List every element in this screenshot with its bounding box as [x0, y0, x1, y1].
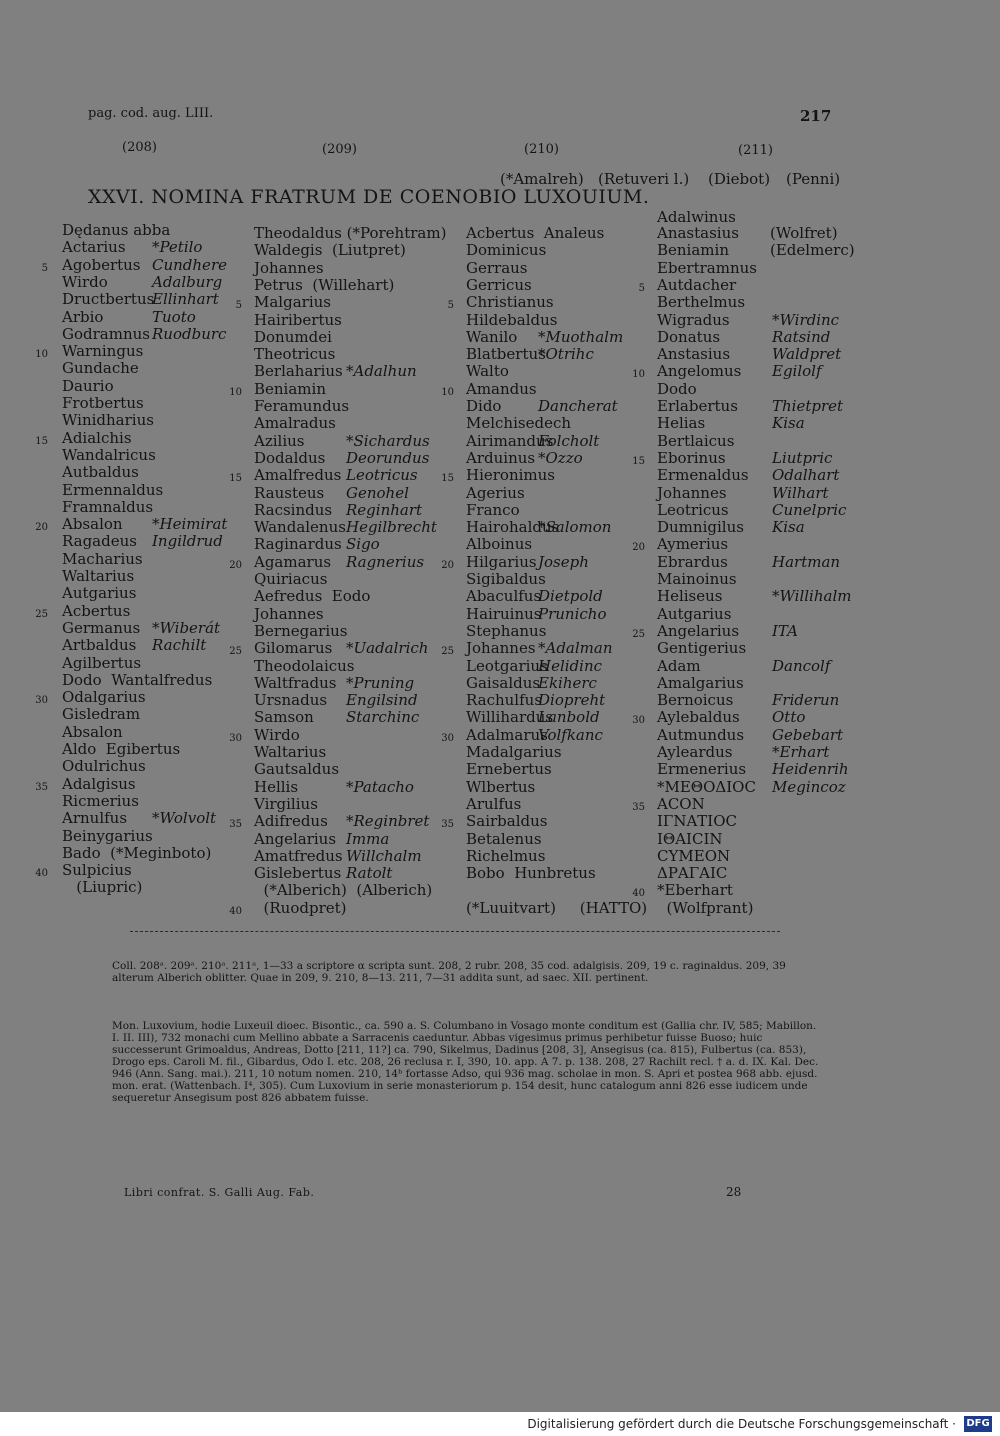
monk-name: Winidharius	[62, 411, 154, 430]
monk-name: Ebrardus	[657, 552, 728, 571]
added-name: Dietpold	[538, 587, 603, 606]
monk-name: (Liupric)	[62, 878, 143, 897]
monk-name: Anastasius	[657, 224, 739, 242]
monk-name: Adialchis	[62, 428, 132, 447]
page-number: 217	[800, 107, 832, 125]
line-number: 35	[35, 781, 48, 793]
monk-name: Walto	[466, 362, 509, 381]
added-name: *Patacho	[346, 777, 414, 796]
monk-name: Arbio	[62, 307, 104, 326]
col4-first-entry: Adalwinus	[657, 208, 736, 226]
line-number: 25	[632, 628, 645, 640]
monk-name: ΙΓΝΑΤΙΟC	[657, 812, 737, 831]
monk-name: Sulpicius	[62, 861, 132, 880]
monk-name: Azilius	[254, 431, 305, 450]
added-name: Friderun	[772, 691, 840, 710]
monk-name: Wanilo	[466, 327, 518, 346]
monk-name: Blatbertus	[466, 345, 546, 364]
monk-name: Mainoinus	[657, 570, 737, 588]
added-name: Dancherat	[538, 397, 618, 415]
monk-name: Sigibaldus	[466, 570, 546, 588]
monk-name: Berthelmus	[657, 293, 746, 312]
monk-name: Angelarius	[254, 829, 337, 848]
added-name: *Petilo	[152, 238, 203, 257]
added-name: Helidinc	[538, 656, 603, 675]
monk-name: Absalon	[62, 515, 123, 534]
monk-name: Hairibertus	[254, 310, 342, 329]
added-name: Willchalm	[346, 846, 422, 865]
monk-name: Quiriacus	[254, 570, 328, 588]
monk-name: ΙΘΑΙCΙΝ	[657, 829, 723, 848]
added-name: *Pruning	[346, 673, 415, 692]
monk-name: Waltarius	[254, 743, 327, 761]
monk-name: Beinygarius	[62, 826, 153, 845]
line-number: 40	[229, 905, 242, 917]
monk-name: Dructbertus	[62, 290, 155, 309]
monk-name: Wirdo	[62, 272, 108, 291]
added-name: Ingildrud	[152, 532, 223, 551]
monk-name: Gerraus	[466, 258, 528, 277]
monk-name: Alboinus	[466, 535, 533, 554]
monk-name: Actarius	[62, 238, 126, 257]
added-name: Odalhart	[772, 466, 840, 485]
added-name: Ellinhart	[152, 290, 219, 309]
monk-name: Ernebertus	[466, 760, 552, 779]
monk-name: Arduinus	[466, 448, 536, 467]
monk-name: Theodaldus (*Porehtram)	[254, 224, 447, 242]
monk-name: Autgarius	[62, 584, 137, 603]
monk-name: Donatus	[657, 327, 721, 346]
line-number: 15	[229, 473, 242, 485]
added-name: Kisa	[772, 518, 805, 537]
monk-name: Stephanus	[466, 621, 547, 640]
monk-name: ΑCON	[657, 794, 705, 813]
monk-name: Leotgarius	[466, 656, 548, 675]
added-name: Dancolf	[772, 656, 831, 675]
monk-name: Ragadeus	[62, 532, 137, 551]
monk-name: Berlaharius	[254, 362, 343, 381]
monk-name: Agerius	[466, 483, 525, 502]
monk-name: Ebertramnus	[657, 258, 757, 277]
monk-name: Dido	[466, 397, 502, 415]
monk-name: Aefredus Eodo	[254, 587, 371, 606]
monk-name: Bobo Hunbretus	[466, 864, 596, 883]
added-name: Wilhart	[772, 483, 829, 502]
monk-name: Malgarius	[254, 293, 331, 312]
monk-name: Aylebaldus	[657, 708, 740, 727]
monk-name: Adalgisus	[62, 774, 136, 793]
added-name: *Erhart	[772, 743, 830, 761]
monk-name: Wirdo	[254, 725, 300, 744]
line-number: 35	[632, 801, 645, 813]
monk-name: *Eberhart	[657, 881, 733, 900]
monk-name: Framnaldus	[62, 497, 154, 516]
added-name: Sigo	[346, 535, 380, 554]
monk-name: Dumnigilus	[657, 518, 744, 537]
monk-name: Gundache	[62, 359, 139, 378]
monk-name: Dominicus	[466, 241, 547, 260]
dfg-banner	[0, 1412, 1000, 1436]
top-line-1: (*Amalreh)	[500, 170, 584, 188]
monk-name: Ermenaldus	[657, 466, 749, 485]
monk-name: Daurio	[62, 376, 114, 395]
added-name: Folcholt	[538, 431, 600, 450]
monk-name: Wlbertus	[466, 777, 536, 796]
monk-name: Warningus	[62, 342, 144, 361]
added-name: Rachilt	[152, 636, 207, 655]
monk-name: Hellis	[254, 777, 299, 796]
monk-name: Rausteus	[254, 483, 325, 502]
added-name: ITA	[772, 621, 798, 640]
monk-name: CΥΜΕΟΝ	[657, 846, 731, 865]
line-number: 30	[35, 695, 48, 707]
line-number: 25	[441, 646, 454, 658]
monk-name: Dędanus abba	[62, 221, 171, 239]
line-number: 40	[632, 888, 645, 900]
monk-name: ΔΡΑΓΑΙC	[657, 864, 728, 883]
monk-name: (*Alberich) (Alberich)	[254, 881, 433, 900]
monk-name: Johannes	[466, 639, 536, 658]
line-number: 40	[35, 868, 48, 880]
monk-name: Anstasius	[657, 345, 731, 364]
monk-name: Johannes	[657, 483, 727, 502]
added-name: *Wirdinc	[772, 310, 840, 329]
apparatus-notes: Coll. 208ᵃ. 209ᵃ. 210ᵃ. 211ᵃ, 1—33 a scriptore α scripta sunt. 208, 2 rubr. 208, 35 cod. adalgisis. 209, 19 c. raginaldus. 209, 39 alterum Alberich oblitter. Quae in 209, 9. 210, 8—13. 211, 7—31 addita sunt, ad saec. XII. pertinent.	[112, 960, 786, 984]
added-name: Hegilbrecht	[346, 518, 437, 537]
line-number: 15	[632, 455, 645, 467]
marginal-name: (Edelmerc)	[770, 241, 855, 260]
monk-name: Agobertus	[62, 255, 141, 274]
line-number: 35	[441, 819, 454, 831]
line-number: 10	[441, 386, 454, 398]
added-name: Deorundus	[346, 448, 430, 467]
added-name: *Reginbret	[346, 812, 430, 831]
monk-name: Helias	[657, 414, 706, 433]
monk-name: Aymerius	[657, 535, 729, 554]
added-name: Egilolf	[772, 362, 822, 381]
monk-name: Arulfus	[466, 794, 522, 813]
monk-name: Frotbertus	[62, 394, 144, 412]
monk-name: (Wolfprant)	[657, 898, 754, 917]
added-name: Thietpret	[772, 397, 844, 415]
marginal-name: (Wolfret)	[770, 224, 838, 242]
monk-name: Gautsaldus	[254, 760, 340, 779]
column-number-209: (209)	[322, 142, 357, 157]
monk-name: Erlabertus	[657, 397, 738, 415]
monk-name: Ermennaldus	[62, 480, 164, 499]
monk-name: Madalgarius	[466, 743, 562, 761]
line-number: 35	[229, 819, 242, 831]
monk-name: Ermenerius	[657, 760, 747, 779]
column-number-208: (208)	[122, 140, 157, 155]
divider-rule	[130, 931, 780, 932]
monk-name: Johannes	[254, 604, 324, 623]
line-number: 5	[41, 262, 48, 274]
monk-name: Adalmarus	[466, 725, 548, 744]
monk-name: Willihardus	[466, 708, 554, 727]
footer-sheet-number: 28	[726, 1185, 742, 1199]
monk-name: Racsindus	[254, 500, 333, 519]
commentary-notes: Mon. Luxovium, hodie Luxeuil dioec. Bisontic., ca. 590 a. S. Columbano in Vosago monte conditum est (Gallia chr. IV, 585; Mabillon. I. II. III), 732 monachi cum Mellino abbate a Sarracenis caeduntur. Abbas vigesimus primus perhibetur fuisse Buoso; huic successerunt Grimoaldus, Andreas, Dotto [211, 11?] ca. 790, Sikelmus, Dadinus [208, 3], Ansegisus (ca. 815), Fulbertus (ca. 853), Drogo eps. Caroli M. fil., Gibardus, Odo I. etc. 208, 26 reclusa r. I, 390, 10. app. A 7. p. 138. 208, 27 Rachilt recl. † a. d. IX. Kal. Dec. 946 (Ann. Sang. mai.). 211, 10 notum nomen. 210, 14ᵇ fortasse Adso, qui 936 mag. scholae in mon. S. Apri et postea 968 abb. ejusd. mon. erat. (Wattenbach. I⁴, 305). Cum Luxovium in serie monasteriorum p. 154 desit, hunc catalogum anni 826 esse iudicem unde sequeretur Ansegisum post 826 abbatem fuisse.	[112, 1020, 819, 1104]
monk-name: Bado (*Meginboto)	[62, 843, 212, 862]
added-name: Leotricus	[346, 466, 418, 485]
monk-name: Dodo Wantalfredus	[62, 670, 213, 689]
added-name: Ekiherc	[538, 673, 597, 692]
monk-name: Dodo	[657, 379, 697, 398]
added-name: Ratolt	[346, 864, 393, 883]
monk-name: Bernoicus	[657, 691, 734, 710]
monk-name: Heliseus	[657, 587, 723, 606]
added-name: Liutpric	[772, 448, 833, 467]
monk-name: Airimandus	[466, 431, 554, 450]
monk-name: Wandalenus	[254, 518, 346, 537]
added-name: Prunicho	[538, 604, 607, 623]
added-name: Adalburg	[152, 272, 223, 291]
monk-name: Bertlaicus	[657, 431, 735, 450]
monk-name: Johannes	[254, 258, 324, 277]
monk-name: Hildebaldus	[466, 310, 558, 329]
monk-name: Amalradus	[254, 414, 336, 433]
added-name: Imma	[346, 829, 390, 848]
monk-name: Adam	[657, 656, 701, 675]
line-number: 30	[441, 732, 454, 744]
monk-name: Absalon	[62, 722, 123, 741]
monk-name: Godramnus	[62, 324, 150, 343]
monk-name: Aldo Egibertus	[62, 740, 181, 758]
added-name: Otto	[772, 708, 806, 727]
monk-name: Theotricus	[254, 345, 336, 364]
monk-name: Gilomarus	[254, 639, 333, 658]
added-name: *Ozzo	[538, 448, 583, 467]
monk-name: Autdacher	[657, 275, 737, 294]
line-number: 10	[229, 386, 242, 398]
line-number: 25	[35, 608, 48, 620]
monk-name: Richelmus	[466, 846, 546, 865]
top-line-3: (Diebot)	[708, 170, 771, 188]
monk-name: Franco	[466, 500, 520, 519]
monk-name: Hieronimus	[466, 466, 555, 485]
dfg-banner-text: Digitalisierung gefördert durch die Deutsche Forschungsgemeinschaft ·	[527, 1417, 956, 1431]
monk-name: Ricmerius	[62, 791, 139, 810]
monk-name: Gisledram	[62, 705, 141, 724]
added-name: *Uadalrich	[346, 639, 429, 658]
monk-name: Germanus	[62, 618, 141, 637]
added-name: *Adalman	[538, 639, 613, 658]
monk-name: Artbaldus	[62, 636, 137, 655]
line-number: 30	[229, 732, 242, 744]
added-name: Ragnerius	[346, 552, 425, 571]
top-line-2: (Retuveri l.)	[598, 170, 690, 188]
line-number: 20	[229, 559, 242, 571]
monk-name: Macharius	[62, 549, 143, 568]
monk-name: Angelarius	[657, 621, 740, 640]
added-name: *Wolvolt	[152, 809, 217, 828]
added-name: Heidenrih	[772, 760, 849, 779]
monk-name: Waldegis (Liutpret)	[254, 241, 406, 260]
added-name: Kisa	[772, 414, 805, 433]
line-number: 5	[447, 300, 454, 312]
line-number: 5	[638, 282, 645, 294]
added-name: *Muothalm	[538, 327, 624, 346]
added-name: Engilsind	[346, 691, 418, 710]
column-number-210: (210)	[524, 142, 559, 157]
monk-name: Waltarius	[62, 567, 135, 585]
monk-name: Autgarius	[657, 604, 732, 623]
added-name: *Otrihc	[538, 345, 594, 364]
line-number: 10	[632, 369, 645, 381]
monk-name: Gaisaldus	[466, 673, 541, 692]
monk-name: Agamarus	[254, 552, 332, 571]
added-name: Megincoz	[772, 777, 846, 796]
added-name: Genohel	[346, 483, 409, 502]
monk-name: (*Luuitvart) (HATTO)	[466, 898, 648, 917]
monk-name: Adifredus	[254, 812, 328, 831]
monk-name: *ΜΕΘΟΔΙΟC	[657, 777, 756, 796]
dfg-logo-icon: DFG	[964, 1416, 992, 1432]
added-name: Joseph	[538, 552, 589, 571]
monk-name: Odulrichus	[62, 757, 146, 776]
line-number: 10	[35, 349, 48, 361]
monk-name: (Ruodpret)	[254, 898, 347, 917]
added-name: Waldpret	[772, 345, 842, 364]
line-number: 20	[632, 542, 645, 554]
monk-name: Dodaldus	[254, 448, 326, 467]
monk-name: Gislebertus	[254, 864, 342, 883]
added-name: *Willihalm	[772, 587, 852, 606]
monk-name: Hairohaldus	[466, 518, 560, 537]
line-number: 20	[441, 559, 454, 571]
monk-name: Leotricus	[657, 500, 729, 519]
section-title: XXVI. NOMINA FRATRUM DE COENOBIO LUXOUIUM.	[88, 186, 650, 208]
monk-name: Theodolaicus	[254, 656, 355, 675]
monk-name: Beniamin	[657, 241, 729, 260]
added-name: Cundhere	[152, 255, 227, 274]
column-number-211: (211)	[738, 143, 773, 158]
monk-name: Agilbertus	[62, 653, 142, 672]
monk-name: Autbaldus	[62, 463, 139, 482]
monk-name: Odalgarius	[62, 688, 146, 707]
monk-name: Ursnadus	[254, 691, 328, 710]
monk-name: Acbertus	[62, 601, 131, 620]
added-name: *Salomon	[538, 518, 612, 537]
added-name: Gebebart	[772, 725, 844, 744]
monk-name: Amalfredus	[254, 466, 342, 485]
monk-name: Gentigerius	[657, 639, 747, 658]
monk-name: Amatfredus	[254, 846, 343, 865]
monk-name: Amalgarius	[657, 673, 744, 692]
added-name: *Sichardus	[346, 431, 430, 450]
monk-name: Hairuinus	[466, 604, 542, 623]
monk-name: Sairbaldus	[466, 812, 548, 831]
monk-name: Angelomus	[657, 362, 742, 381]
monk-name: Wandalricus	[62, 445, 156, 464]
line-number: 30	[632, 715, 645, 727]
line-number: 15	[441, 473, 454, 485]
added-name: Lanbold	[538, 708, 600, 727]
added-name: Volfkanc	[538, 725, 603, 744]
monk-name: Eborinus	[657, 448, 726, 467]
added-name: Cunelpric	[772, 500, 847, 519]
monk-name: Beniamin	[254, 379, 326, 398]
monk-name: Samson	[254, 708, 314, 727]
monk-name: Raginardus	[254, 535, 342, 554]
monk-name: Feramundus	[254, 397, 350, 415]
monk-name: Wigradus	[657, 310, 730, 329]
line-number: 20	[35, 522, 48, 534]
line-number: 25	[229, 646, 242, 658]
monk-name: Petrus (Willehart)	[254, 275, 395, 294]
monk-name: Arnulfus	[62, 809, 128, 828]
added-name: Hartman	[772, 552, 841, 571]
monk-name: Betalenus	[466, 829, 542, 848]
monk-name: Acbertus Analeus	[466, 224, 605, 242]
added-name: Tuoto	[152, 307, 196, 326]
monk-name: Amandus	[466, 379, 537, 398]
line-number: 15	[35, 435, 48, 447]
monk-name: Ayleardus	[657, 743, 733, 761]
top-line-4: (Penni)	[786, 170, 841, 188]
added-name: *Wiberát	[152, 618, 221, 637]
monk-name: Gerricus	[466, 275, 532, 294]
added-name: *Adalhun	[346, 362, 417, 381]
added-name: Ratsind	[772, 327, 831, 346]
monk-name: Melchisedech	[466, 414, 572, 433]
monk-name: Hilgarius	[466, 552, 537, 571]
footer-title: Libri confrat. S. Galli Aug. Fab.	[124, 1186, 315, 1199]
monk-name: Rachulfus	[466, 691, 543, 710]
monk-name: Christianus	[466, 293, 554, 312]
monk-name: Abaculfus	[466, 587, 542, 606]
monk-name: Donumdei	[254, 327, 332, 346]
running-header: pag. cod. aug. LIII.	[88, 106, 214, 121]
added-name: Ruodburc	[152, 324, 227, 343]
monk-name: Virgilius	[254, 794, 318, 813]
added-name: *Heimirat	[152, 515, 228, 534]
added-name: Diopreht	[538, 691, 606, 710]
monk-name: Autmundus	[657, 725, 745, 744]
line-number: 5	[235, 300, 242, 312]
monk-name: Waltfradus	[254, 673, 337, 692]
added-name: Reginhart	[346, 500, 423, 519]
monk-name: Bernegarius	[254, 621, 348, 640]
added-name: Starchinc	[346, 708, 420, 727]
